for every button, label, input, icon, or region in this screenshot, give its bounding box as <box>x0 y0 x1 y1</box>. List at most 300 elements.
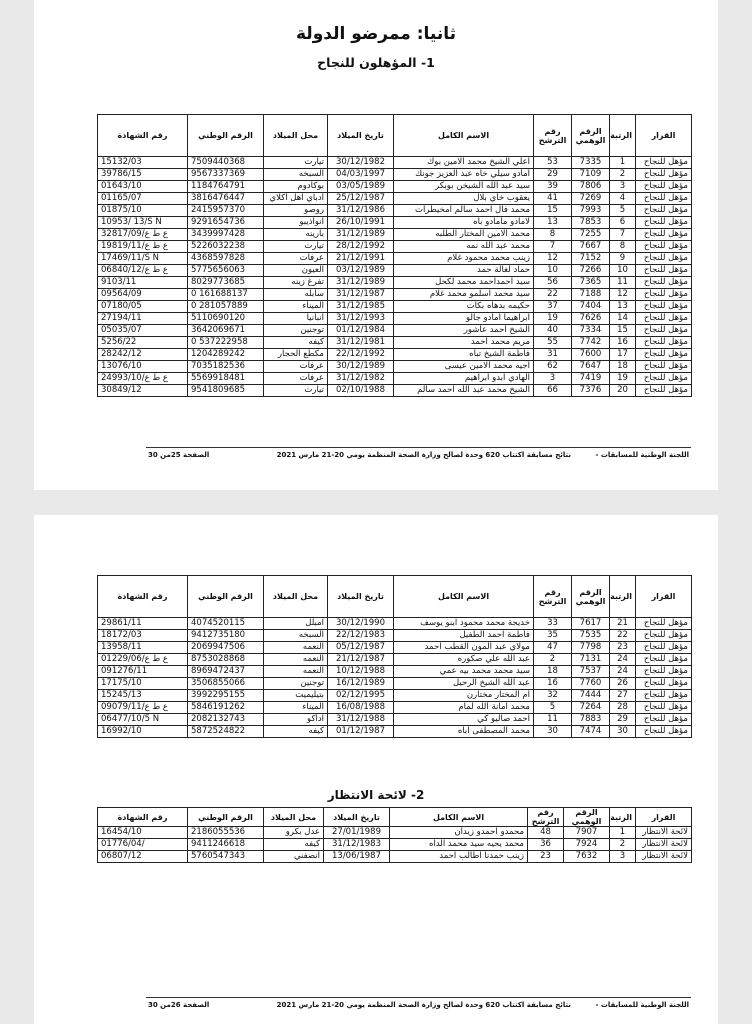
cell-rank: 18 <box>610 361 636 373</box>
cell-full-name: ابراهيما آمادو جالو <box>394 313 534 325</box>
table-row <box>98 217 692 229</box>
table-row <box>98 229 692 241</box>
table-row <box>98 301 692 313</box>
cell-candidate-number: 33 <box>534 618 572 630</box>
cell-decision: مؤهل للنجاح <box>636 349 692 361</box>
cell-certificate-number: 091276/11 <box>98 666 188 678</box>
cell-full-name: يعقوب خاي بلال <box>394 193 534 205</box>
cell-full-name: محمد امانة الله لمام <box>394 702 534 714</box>
cell-birth-date: 31/12/1993 <box>328 313 394 325</box>
cell-anonymous-number: 7853 <box>572 217 610 229</box>
cell-rank: 3 <box>610 851 636 863</box>
section-title-qualified: 1- المؤهلون للنجاح <box>317 55 435 70</box>
cell-full-name: الهادي ابدو ابراهيم <box>394 373 534 385</box>
cell-full-name: محمد الامين المختار الطلبه <box>394 229 534 241</box>
cell-certificate-number: 15245/13 <box>98 690 188 702</box>
cell-birth-place: كيفه <box>264 337 328 349</box>
cell-full-name: مولاي عبد المون القطب احمد <box>394 642 534 654</box>
table-row <box>98 373 692 385</box>
cell-certificate-number: 17175/10 <box>98 678 188 690</box>
header-full-name: الاسم الكامل <box>390 808 528 827</box>
cell-rank: 6 <box>610 217 636 229</box>
cell-birth-place: كيفه <box>264 839 324 851</box>
cell-decision: مؤهل للنجاح <box>636 618 692 630</box>
cell-birth-date: 31/12/1988 <box>328 714 394 726</box>
cell-full-name: زينب حمدنا اطالب احمد <box>390 851 528 863</box>
cell-national-id: 5110690120 <box>188 313 264 325</box>
header-decision: القرار <box>636 115 692 157</box>
document-page-25 <box>34 0 718 490</box>
cell-candidate-number: 18 <box>534 666 572 678</box>
qualified-table-page1 <box>97 114 692 397</box>
cell-full-name: سيد محمد محمد بيه عمي <box>394 666 534 678</box>
cell-rank: 26 <box>610 678 636 690</box>
table-row <box>98 265 692 277</box>
cell-national-id: 4368597828 <box>188 253 264 265</box>
cell-rank: 10 <box>610 265 636 277</box>
cell-anonymous-number: 7188 <box>572 289 610 301</box>
table-row <box>98 241 692 253</box>
cell-birth-date: 03/05/1989 <box>328 181 394 193</box>
table-row <box>98 851 692 863</box>
cell-anonymous-number: 7404 <box>572 301 610 313</box>
header-anonymous-number: الرقم الوهمي <box>572 115 610 157</box>
cell-birth-place: عدل بكرو <box>264 827 324 839</box>
header-national-id: الرقم الوطني <box>188 115 264 157</box>
cell-candidate-number: 16 <box>534 678 572 690</box>
cell-rank: 14 <box>610 313 636 325</box>
table-row <box>98 349 692 361</box>
table-row <box>98 325 692 337</box>
cell-decision: مؤهل للنجاح <box>636 325 692 337</box>
cell-birth-date: 31/12/1982 <box>328 373 394 385</box>
cell-candidate-number: 37 <box>534 301 572 313</box>
cell-certificate-number: 06477/10/5 N <box>98 714 188 726</box>
cell-decision: لائحة الانتظار <box>636 851 692 863</box>
cell-anonymous-number: 7535 <box>572 630 610 642</box>
cell-birth-place: عرفات <box>264 253 328 265</box>
cell-full-name: محمد المصطفى اباه <box>394 726 534 738</box>
table-row <box>98 169 692 181</box>
cell-candidate-number: 8 <box>534 229 572 241</box>
cell-birth-date: 01/12/1984 <box>328 325 394 337</box>
cell-birth-place: عرفات <box>264 361 328 373</box>
cell-full-name: محمدو احمدو زيدان <box>390 827 528 839</box>
cell-national-id: 9541809685 <box>188 385 264 397</box>
table-row <box>98 678 692 690</box>
cell-birth-place: توجنين <box>264 325 328 337</box>
cell-candidate-number: 3 <box>534 373 572 385</box>
cell-certificate-number: 9103/11 <box>98 277 188 289</box>
header-candidate-number: رقم الترشح <box>534 115 572 157</box>
cell-candidate-number: 10 <box>534 265 572 277</box>
table-row <box>98 313 692 325</box>
cell-rank: 24 <box>610 654 636 666</box>
cell-certificate-number: 07180/05 <box>98 301 188 313</box>
cell-anonymous-number: 7376 <box>572 385 610 397</box>
cell-certificate-number: 24993/10/ع ط ع <box>98 373 188 385</box>
cell-national-id: 0 281057889 <box>188 301 264 313</box>
cell-certificate-number: 30849/12 <box>98 385 188 397</box>
cell-birth-date: 16/08/1988 <box>328 702 394 714</box>
header-certificate-number: رقم الشهادة <box>98 808 188 827</box>
cell-national-id: 4074520115 <box>188 618 264 630</box>
header-birth-place: محل الميلاد <box>264 115 328 157</box>
cell-birth-date: 31/12/1987 <box>328 289 394 301</box>
header-rank: الرتبة <box>610 808 636 827</box>
cell-birth-place: النعمه <box>264 654 328 666</box>
cell-national-id: 2186055536 <box>188 827 264 839</box>
cell-decision: مؤهل للنجاح <box>636 666 692 678</box>
cell-national-id: 0 537222958 <box>188 337 264 349</box>
cell-rank: 20 <box>610 385 636 397</box>
cell-certificate-number: 39786/15 <box>98 169 188 181</box>
cell-decision: مؤهل للنجاح <box>636 241 692 253</box>
cell-candidate-number: 30 <box>534 726 572 738</box>
cell-birth-date: 25/12/1987 <box>328 193 394 205</box>
cell-decision: مؤهل للنجاح <box>636 654 692 666</box>
header-birth-place: محل الميلاد <box>264 808 324 827</box>
cell-national-id: 8969472437 <box>188 666 264 678</box>
cell-candidate-number: 19 <box>534 313 572 325</box>
cell-rank: 30 <box>610 726 636 738</box>
cell-birth-date: 03/12/1989 <box>328 265 394 277</box>
cell-rank: 23 <box>610 642 636 654</box>
cell-decision: مؤهل للنجاح <box>636 385 692 397</box>
cell-anonymous-number: 7109 <box>572 169 610 181</box>
cell-decision: مؤهل للنجاح <box>636 169 692 181</box>
cell-anonymous-number: 7667 <box>572 241 610 253</box>
cell-rank: 4 <box>610 193 636 205</box>
cell-anonymous-number: 7444 <box>572 690 610 702</box>
cell-full-name: ام المختار مختارن <box>394 690 534 702</box>
cell-birth-place: تيارت <box>264 385 328 397</box>
table-row <box>98 205 692 217</box>
cell-national-id: 0 161688137 <box>188 289 264 301</box>
table-row <box>98 714 692 726</box>
cell-birth-place: السبخه <box>264 630 328 642</box>
cell-national-id: 5760547343 <box>188 851 264 863</box>
cell-anonymous-number: 7907 <box>564 827 610 839</box>
cell-candidate-number: 29 <box>534 169 572 181</box>
table-row <box>98 277 692 289</box>
header-anonymous-number: الرقم الوهمي <box>564 808 610 827</box>
cell-candidate-number: 36 <box>528 839 564 851</box>
cell-rank: 24 <box>610 666 636 678</box>
cell-birth-place: اداكو <box>264 714 328 726</box>
cell-national-id: 2069947506 <box>188 642 264 654</box>
cell-full-name: اعلي الشيخ محمد الامين بوك <box>394 157 534 169</box>
cell-decision: مؤهل للنجاح <box>636 289 692 301</box>
cell-anonymous-number: 7993 <box>572 205 610 217</box>
cell-certificate-number: 09079/11/ع ط ع <box>98 702 188 714</box>
table-row <box>98 253 692 265</box>
cell-anonymous-number: 7419 <box>572 373 610 385</box>
cell-national-id: 5872524822 <box>188 726 264 738</box>
cell-birth-date: 05/12/1987 <box>328 642 394 654</box>
cell-certificate-number: 27194/11 <box>98 313 188 325</box>
cell-rank: 29 <box>610 714 636 726</box>
cell-rank: 3 <box>610 181 636 193</box>
cell-candidate-number: 40 <box>534 325 572 337</box>
cell-anonymous-number: 7255 <box>572 229 610 241</box>
cell-birth-date: 10/12/1988 <box>328 666 394 678</box>
cell-candidate-number: 55 <box>534 337 572 349</box>
cell-birth-place: الميناء <box>264 702 328 714</box>
cell-decision: مؤهل للنجاح <box>636 301 692 313</box>
cell-national-id: 3439997428 <box>188 229 264 241</box>
table-row <box>98 289 692 301</box>
cell-rank: 8 <box>610 241 636 253</box>
cell-decision: مؤهل للنجاح <box>636 313 692 325</box>
cell-candidate-number: 32 <box>534 690 572 702</box>
cell-birth-place: النعمه <box>264 666 328 678</box>
cell-rank: 21 <box>610 618 636 630</box>
cell-anonymous-number: 7883 <box>572 714 610 726</box>
cell-rank: 1 <box>610 157 636 169</box>
cell-anonymous-number: 7742 <box>572 337 610 349</box>
cell-national-id: 3992295155 <box>188 690 264 702</box>
cell-anonymous-number: 7924 <box>564 839 610 851</box>
cell-full-name: فاطمة احمد الطفيل <box>394 630 534 642</box>
cell-certificate-number: 06807/12 <box>98 851 188 863</box>
cell-rank: 11 <box>610 277 636 289</box>
cell-decision: مؤهل للنجاح <box>636 157 692 169</box>
cell-anonymous-number: 7626 <box>572 313 610 325</box>
footer-exam-info: نتائج مسابقة اكتتاب 620 وحدة لصالح وزارة الصحة المنظمة يومي 20-21 مارس 2021 <box>276 1001 571 1009</box>
cell-national-id: 1204289242 <box>188 349 264 361</box>
footer-exam-info: نتائج مسابقة اكتتاب 620 وحدة لصالح وزارة الصحة المنظمة يومي 20-21 مارس 2021 <box>276 451 571 459</box>
cell-birth-place: بارينه <box>264 229 328 241</box>
cell-birth-place: مكطع الحجار <box>264 349 328 361</box>
cell-birth-place: السبخه <box>264 169 328 181</box>
cell-birth-place: انبانيا <box>264 313 328 325</box>
cell-candidate-number: 41 <box>534 193 572 205</box>
cell-rank: 28 <box>610 702 636 714</box>
table-row <box>98 839 692 851</box>
cell-certificate-number: 13076/10 <box>98 361 188 373</box>
cell-full-name: سيد محمد اسلمو محمد غلام <box>394 289 534 301</box>
section-title-waiting-list: 2- لائحة الانتظار <box>327 788 425 802</box>
cell-birth-place: روصو <box>264 205 328 217</box>
cell-decision: مؤهل للنجاح <box>636 630 692 642</box>
cell-national-id: 8753028868 <box>188 654 264 666</box>
cell-anonymous-number: 7600 <box>572 349 610 361</box>
cell-candidate-number: 7 <box>534 241 572 253</box>
cell-rank: 7 <box>610 229 636 241</box>
cell-decision: مؤهل للنجاح <box>636 642 692 654</box>
cell-candidate-number: 15 <box>534 205 572 217</box>
header-anonymous-number: الرقم الوهمي <box>572 576 610 618</box>
cell-candidate-number: 5 <box>534 702 572 714</box>
cell-decision: مؤهل للنجاح <box>636 253 692 265</box>
cell-decision: مؤهل للنجاح <box>636 373 692 385</box>
cell-birth-place: امبلل <box>264 618 328 630</box>
footer-page-number: الصفحة 26من 30 <box>148 1001 210 1009</box>
table-row <box>98 654 692 666</box>
header-candidate-number: رقم الترشح <box>528 808 564 827</box>
table-row <box>98 666 692 678</box>
cell-birth-date: 13/06/1987 <box>324 851 390 863</box>
cell-birth-date: 31/12/1989 <box>328 277 394 289</box>
cell-anonymous-number: 7131 <box>572 654 610 666</box>
cell-national-id: 3506855066 <box>188 678 264 690</box>
cell-birth-place: انصفني <box>264 851 324 863</box>
cell-decision: لائحة الانتظار <box>636 839 692 851</box>
cell-certificate-number: 01643/10 <box>98 181 188 193</box>
table-row <box>98 726 692 738</box>
header-certificate-number: رقم الشهادة <box>98 115 188 157</box>
cell-birth-place: توجنين <box>264 678 328 690</box>
cell-full-name: سيد احمداحمد محمد لكحل <box>394 277 534 289</box>
cell-candidate-number: 62 <box>534 361 572 373</box>
cell-certificate-number: 28242/12 <box>98 349 188 361</box>
cell-candidate-number: 47 <box>534 642 572 654</box>
cell-candidate-number: 35 <box>534 630 572 642</box>
header-certificate-number: رقم الشهادة <box>98 576 188 618</box>
cell-national-id: 5226032238 <box>188 241 264 253</box>
cell-birth-place: بوكادوم <box>264 181 328 193</box>
cell-birth-place: تيارت <box>264 241 328 253</box>
waiting-list-table <box>97 807 692 863</box>
page-title: ثانيا: ممرضو الدولة <box>296 24 456 44</box>
cell-certificate-number: 29861/11 <box>98 618 188 630</box>
cell-birth-date: 01/12/1987 <box>328 726 394 738</box>
header-birth-date: تاريخ الميلاد <box>328 115 394 157</box>
table-row <box>98 361 692 373</box>
page-footer <box>146 447 691 461</box>
cell-birth-date: 30/12/1989 <box>328 361 394 373</box>
cell-birth-place: الميناء <box>264 301 328 313</box>
cell-full-name: مريم محمد احمد <box>394 337 534 349</box>
footer-committee: اللجنة الوطنية للمسابقات - <box>595 1001 689 1009</box>
cell-national-id: 7509440368 <box>188 157 264 169</box>
cell-rank: 5 <box>610 205 636 217</box>
cell-certificate-number: 09564/09 <box>98 289 188 301</box>
header-birth-date: تاريخ الميلاد <box>324 808 390 827</box>
cell-candidate-number: 48 <box>528 827 564 839</box>
cell-rank: 17 <box>610 349 636 361</box>
table-row <box>98 157 692 169</box>
cell-birth-place: النعمه <box>264 642 328 654</box>
cell-anonymous-number: 7269 <box>572 193 610 205</box>
cell-decision: لائحة الانتظار <box>636 827 692 839</box>
cell-birth-date: 31/12/1985 <box>328 301 394 313</box>
table-row <box>98 385 692 397</box>
cell-decision: مؤهل للنجاح <box>636 229 692 241</box>
table-row <box>98 181 692 193</box>
cell-certificate-number: 01229/ع ط ع/06 <box>98 654 188 666</box>
cell-rank: 2 <box>610 169 636 181</box>
table-row <box>98 702 692 714</box>
cell-birth-date: 31/12/1983 <box>324 839 390 851</box>
cell-birth-place: عرفات <box>264 373 328 385</box>
cell-certificate-number: 16454/10 <box>98 827 188 839</box>
cell-birth-date: 04/03/1997 <box>328 169 394 181</box>
cell-full-name: عبد الله علي صكوره <box>394 654 534 666</box>
cell-decision: مؤهل للنجاح <box>636 714 692 726</box>
cell-full-name: لامادو مامادو باه <box>394 217 534 229</box>
cell-birth-date: 22/12/1983 <box>328 630 394 642</box>
cell-full-name: زينب محمد محمود غلام <box>394 253 534 265</box>
cell-national-id: 3816476447 <box>188 193 264 205</box>
cell-full-name: الشيخ محمد عبد الله احمد سالم <box>394 385 534 397</box>
cell-anonymous-number: 7617 <box>572 618 610 630</box>
cell-full-name: آمادو سيلي خاه عبد العزيز جونك <box>394 169 534 181</box>
cell-birth-date: 30/12/1990 <box>328 618 394 630</box>
cell-full-name: اجيه محمد الامين عيسى <box>394 361 534 373</box>
cell-national-id: 9567337369 <box>188 169 264 181</box>
cell-full-name: محمد عبد الله نمه <box>394 241 534 253</box>
cell-rank: 12 <box>610 289 636 301</box>
cell-candidate-number: 39 <box>534 181 572 193</box>
cell-rank: 22 <box>610 630 636 642</box>
cell-full-name: محمد يحيه سيد محمد الداه <box>390 839 528 851</box>
table-row <box>98 193 692 205</box>
cell-candidate-number: 23 <box>528 851 564 863</box>
cell-certificate-number: 18172/03 <box>98 630 188 642</box>
cell-full-name: احمد صاليو كي <box>394 714 534 726</box>
cell-decision: مؤهل للنجاح <box>636 277 692 289</box>
cell-full-name: الشيخ احمد عاشور <box>394 325 534 337</box>
cell-certificate-number: 01875/10 <box>98 205 188 217</box>
footer-page-number: الصفحة 25من 30 <box>148 451 210 459</box>
cell-candidate-number: 56 <box>534 277 572 289</box>
cell-birth-date: 21/12/1991 <box>328 253 394 265</box>
cell-decision: مؤهل للنجاح <box>636 678 692 690</box>
cell-certificate-number: 17469/11/S N <box>98 253 188 265</box>
header-rank: الرتبة <box>610 115 636 157</box>
cell-national-id: 9411246618 <box>188 839 264 851</box>
cell-national-id: 1184764791 <box>188 181 264 193</box>
header-candidate-number: رقم الترشح <box>534 576 572 618</box>
cell-anonymous-number: 7152 <box>572 253 610 265</box>
header-full-name: الاسم الكامل <box>394 576 534 618</box>
cell-decision: مؤهل للنجاح <box>636 337 692 349</box>
cell-full-name: سيد عبد الله الشيخن بوبكر <box>394 181 534 193</box>
cell-full-name: حماد لغالة حمد <box>394 265 534 277</box>
cell-birth-date: 27/01/1989 <box>324 827 390 839</box>
cell-candidate-number: 66 <box>534 385 572 397</box>
cell-birth-date: 16/12/1989 <box>328 678 394 690</box>
header-decision: القرار <box>636 576 692 618</box>
cell-anonymous-number: 7806 <box>572 181 610 193</box>
cell-national-id: 7035182536 <box>188 361 264 373</box>
cell-birth-place: كيفه <box>264 726 328 738</box>
cell-anonymous-number: 7264 <box>572 702 610 714</box>
cell-full-name: محمد فال احمد سالم امخيطرات <box>394 205 534 217</box>
cell-decision: مؤهل للنجاح <box>636 690 692 702</box>
cell-full-name: خديجة محمد محمود ابنو يوسف <box>394 618 534 630</box>
header-birth-date: تاريخ الميلاد <box>328 576 394 618</box>
cell-full-name: فاطمة الشيخ تباه <box>394 349 534 361</box>
cell-birth-date: 30/12/1982 <box>328 157 394 169</box>
header-birth-place: محل الميلاد <box>264 576 328 618</box>
cell-certificate-number: 06840/12/ع ط ع <box>98 265 188 277</box>
cell-birth-place: بتيليميت <box>264 690 328 702</box>
cell-certificate-number: 01776/04/ <box>98 839 188 851</box>
footer-committee: اللجنة الوطنية للمسابقات - <box>595 451 689 459</box>
cell-national-id: 2415957370 <box>188 205 264 217</box>
cell-certificate-number: 15132/03 <box>98 157 188 169</box>
cell-rank: 27 <box>610 690 636 702</box>
header-national-id: الرقم الوطني <box>188 576 264 618</box>
cell-decision: مؤهل للنجاح <box>636 265 692 277</box>
cell-birth-date: 26/10/1991 <box>328 217 394 229</box>
cell-decision: مؤهل للنجاح <box>636 726 692 738</box>
cell-anonymous-number: 7760 <box>572 678 610 690</box>
table-row <box>98 618 692 630</box>
